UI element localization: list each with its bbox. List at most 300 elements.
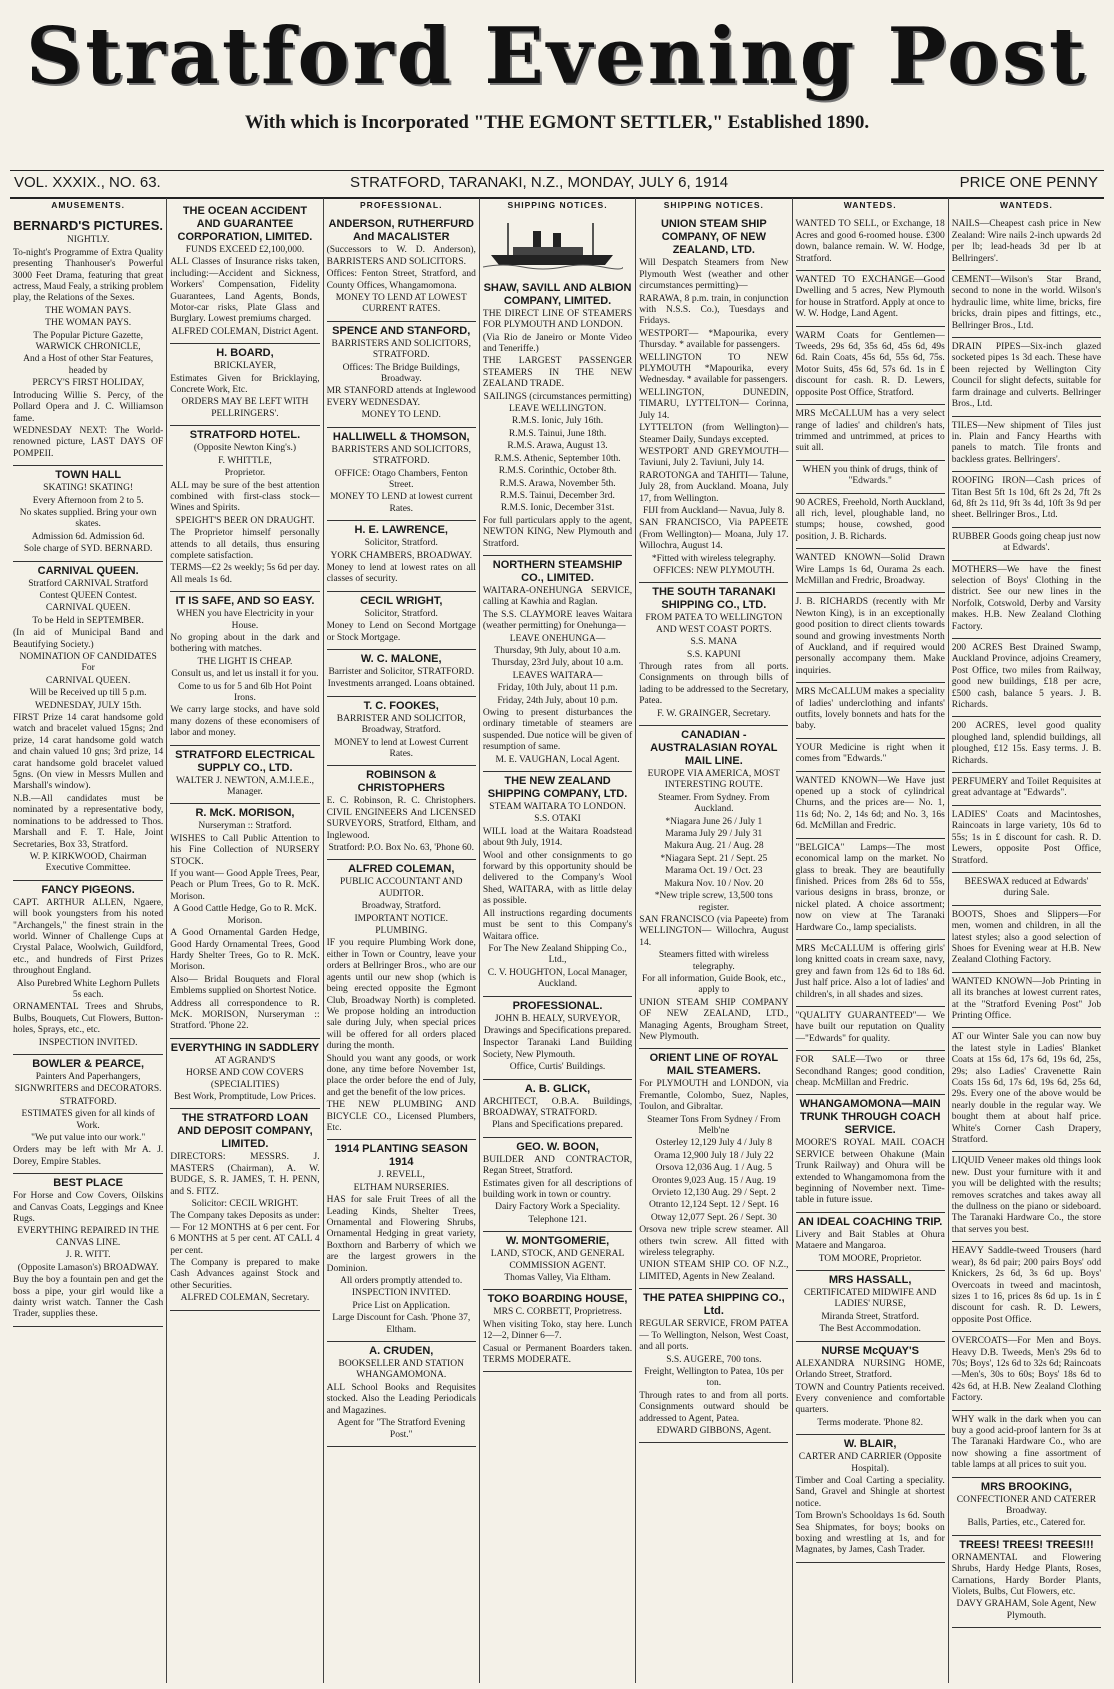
ad-text: "We put value into our work." xyxy=(31,1133,146,1144)
ad-text: Makura Nov. 10 / Nov. 20 xyxy=(664,878,764,889)
ad-text: 90 ACRES, Freehold, North Auckland, all rich, level, ploughable land, no stumps; house, cowshed, good position, J. B. Richards. xyxy=(795,497,945,542)
ad-text: INSPECTION INVITED. xyxy=(351,1288,451,1299)
ad-text: CEMENT—Wilson's Star Brand, second to none in the world. Wilson's hydraulic lime, white lime, bricks, fire bricks, drain pipes and fittings, etc., Bellringer Bros., Ltd. xyxy=(951,275,1102,331)
ad-text: THE LIGHT IS CHEAP. xyxy=(197,656,293,667)
ad-text: PUBLIC ACCOUNTANT AND AUDITOR. xyxy=(339,877,463,899)
ad-text: (Opposite Lamason's) BROADWAY. xyxy=(17,1262,159,1273)
ad-text: The Popular Picture Gazette, WARWICK CHRONICLE, xyxy=(33,330,144,353)
ad-text: If you want— Good Apple Trees, Pear, Peach or Plum Trees, Go to R. McK. Morison. xyxy=(170,869,320,902)
column-heading: AMUSEMENTS. xyxy=(51,200,126,210)
ad-text: LIQUID Veneer makes old things look new. Dust your furniture with it and you will be delighted with the results; removes scratches and takes away all the dullness on the piano or sideboard. The Taranaki Hardware Co., the store that serves you best. xyxy=(951,1156,1102,1235)
advertisement xyxy=(952,973,1101,1029)
advertisement xyxy=(327,650,476,697)
advertisement xyxy=(13,1055,163,1174)
ad-text: Consult us, and let us install it for you. xyxy=(171,669,319,680)
advertisement xyxy=(639,1049,788,1289)
ad-text: HEAVY Saddle-tweed Trousers (hard wear), 8s 6d pair; 200 pairs Boys' odd Knickers, 2s 6d, 3s 6d up. Boys' Overcoats in tweed and macintosh, sizes 1 to 16, prices 8s 6d up. 1s in £ discount for cash. R. D. Lewers, opposite Post Office. xyxy=(951,1246,1102,1325)
ad-text: LAND, STOCK, AND GENERAL COMMISSION AGENT. xyxy=(490,1249,625,1271)
ad-text: J. REVELL, xyxy=(377,1170,425,1181)
ad-heading: STRATFORD ELECTRICAL SUPPLY CO., LTD. xyxy=(175,748,315,774)
ad-text: Tom Brown's Schooldays 1s 6d. South Sea Shipmates, for boys; books on boxing and wrestling at 1s, and for Magnates, by James, Cash Trader. xyxy=(795,1511,945,1556)
ad-heading: THE SOUTH TARANAKI SHIPPING CO., LTD. xyxy=(652,586,776,612)
ad-text: NIGHTLY. xyxy=(66,235,110,246)
ad-text: WILL load at the Waitara Roadstead about 9th July, 1914. xyxy=(482,826,633,849)
ad-text: S.S. MANA xyxy=(690,637,738,648)
ad-text: HAS for sale Fruit Trees of all the Leading Kinds, Shelter Trees, Ornamental and Flowering Shrubs, Ornamental Hedging in great variety, Boxthorn and Barberry of which we are the largest growers in the Dominion. xyxy=(326,1195,476,1274)
ad-text: We carry large stocks, and have sold many dozens of these economisers of labor and money. xyxy=(170,705,320,739)
advertisement xyxy=(796,1271,945,1342)
ad-text: MOTHERS—We have the finest selection of Boys' Clothing in the district. See our new lines in the Norfolk, Cotswold, Derby and Varsity makes. H.B. New Zealand Clothing Factory. xyxy=(951,564,1102,632)
ad-text: ELTHAM NURSERIES. xyxy=(353,1182,449,1193)
advertisement xyxy=(13,1174,163,1326)
ad-text: IMPORTANT NOTICE. xyxy=(354,913,448,924)
ad-text: Orvieto 12,130 Aug. 29 / Sept. 2 xyxy=(651,1188,776,1199)
ad-text: IF you require Plumbing Work done, either in Town or Country, leave your orders at Bellringer Bros., who are our agents until our new shop (which is being erected opposite the Egmont Club, Broadway North) is completed. We propose holding an introduction sale during July, when special prices will be offered for all orders placed during the month. xyxy=(326,938,476,1052)
ad-text: Terms moderate. 'Phone 82. xyxy=(817,1417,924,1428)
ad-heading: TOWN HALL xyxy=(55,469,122,482)
ad-text: And a Host of other Star Features, headed by xyxy=(23,354,154,376)
advertisement xyxy=(796,1342,945,1435)
ad-text: Through rates from all ports. Consignments on through bills of lading to be addressed to the Secretary, Patea. xyxy=(639,662,789,707)
ad-heading: TREES! TREES! TREES!!! xyxy=(959,1538,1094,1551)
advertisement xyxy=(327,1342,476,1447)
advertisement xyxy=(952,639,1101,717)
ad-heading: STRATFORD HOTEL. xyxy=(189,429,301,442)
ad-heading: A. B. GLICK, xyxy=(524,1082,591,1095)
ad-text: R.M.S. Arawa, August 13. xyxy=(507,441,608,452)
ad-heading: MRS HASSALL, xyxy=(828,1274,912,1287)
ad-text: ORNAMENTAL Trees and Shrubs, Bulbs, Bouquets, Cut Flowers, Button-holes, Sprays, etc., etc. xyxy=(13,1002,164,1036)
ad-text: LADIES' Coats and Macintoshes, Raincoats in large variety, 10s 6d to 55s; 1s in £ discount for cash. R. D. Lewers, opposite Post Office, Stratford. xyxy=(951,809,1102,866)
ad-heading: NORTHERN STEAMSHIP CO., LIMITED. xyxy=(492,558,623,584)
ad-text: CONFECTIONER AND CATERER Broadway. xyxy=(956,1494,1097,1516)
ad-text: Miranda Street, Stratford. xyxy=(821,1311,919,1322)
ad-heading: ALFRED COLEMAN, xyxy=(348,863,455,876)
advertisement xyxy=(483,997,632,1080)
ad-text: WHEN you think of drugs, think of "Edwards." xyxy=(802,464,938,487)
ad-text: SAN FRANCISCO, Via PAPEETE (From Wellington)— Moana, July 17. Willochra, August 14. xyxy=(639,518,789,552)
ad-text: All orders promptly attended to. xyxy=(340,1276,463,1287)
ad-text: ORDERS MAY BE LEFT WITH PELLRINGERS'. xyxy=(181,397,309,419)
advertisement xyxy=(952,1536,1101,1628)
advertisement xyxy=(13,881,163,1055)
ad-heading: ANDERSON, RUTHERFURD And MACALISTER xyxy=(328,218,474,244)
ad-text: Introducing Willie S. Percy, of the Pollard Opera and J. C. Williamson fame. xyxy=(13,390,164,424)
ad-heading: ROBINSON & CHRISTOPHERS xyxy=(357,769,445,795)
column-heading: SHIPPING NOTICES. xyxy=(663,200,764,210)
ad-text: Makura Aug. 21 / Aug. 28 xyxy=(664,841,764,852)
ad-heading: BEST PLACE xyxy=(53,1177,123,1190)
ad-text: Money to lend at lowest rates on all classes of security. xyxy=(326,562,476,585)
ad-text: ALL Classes of Insurance risks taken, including:—Accident and Sickness, Workers' Compensation, Fidelity Guarantees, Land Agents, Bonds, Motor-car risks, Plate Glass and Burglary. Lowest premiums charged. xyxy=(170,257,320,325)
ad-text: MONEY to lend at Lowest Current Rates. xyxy=(334,737,469,759)
ad-text: Agent for "The Stratford Evening Post." xyxy=(337,1418,466,1440)
ad-text: Also— Bridal Bouquets and Floral Emblems supplied on Shortest Notice. xyxy=(170,974,320,997)
ad-heading: HALLIWELL & THOMSON, xyxy=(332,430,470,443)
advertisement xyxy=(639,583,788,726)
ad-text: Owing to present disturbances the ordinary timetable of steamers are suspended. Due notice will be given of resumption of same. xyxy=(482,708,633,753)
column-6 xyxy=(792,198,948,1683)
advertisement xyxy=(170,804,319,1038)
ad-text: THE WOMAN PAYS. xyxy=(45,318,132,329)
masthead-subtitle: With which is Incorporated "THE EGMONT SETTLER," Established 1890. xyxy=(244,112,870,133)
ad-text: Osterley 12,129 July 4 / July 8 xyxy=(655,1138,773,1149)
advertisement xyxy=(327,428,476,521)
ad-text: MR STANFORD attends at Inglewood EVERY WEDNESDAY. xyxy=(326,386,476,408)
ad-text: E. C. Robinson, R. C. Christophers. CIVIL ENGINEERS And LICENSED SURVEYORS, Stratford, Eltham, and Inglewood. xyxy=(326,796,476,841)
ad-heading: A. CRUDEN, xyxy=(369,1345,434,1358)
advertisement xyxy=(327,592,476,650)
ad-heading: BERNARD'S PICTURES. xyxy=(13,218,163,234)
column-4 xyxy=(479,198,635,1683)
ad-text: REGULAR SERVICE, FROM PATEA— To Wellington, Nelson, West Coast, and all ports. xyxy=(639,1319,789,1353)
ad-text: W. P. KIRKWOOD, Chairman Executive Committee. xyxy=(29,851,147,874)
dateline xyxy=(10,170,1104,199)
ad-heading: MRS BROOKING, xyxy=(980,1480,1072,1493)
ad-text: Thursday, 9th July, about 10 a.m. xyxy=(494,645,621,656)
ad-heading: H. BOARD, xyxy=(216,347,274,360)
column-heading: WANTEDS. xyxy=(1000,200,1053,210)
ad-text: Orders may be left with Mr A. J. Dorey, Empire Stables. xyxy=(13,1145,164,1167)
column-5 xyxy=(635,198,791,1683)
ad-heading: THE PATEA SHIPPING CO., Ltd. xyxy=(643,1292,785,1318)
ad-text: CERTIFICATED MIDWIFE AND LADIES' NURSE, xyxy=(803,1288,937,1310)
steamship-illustration xyxy=(483,217,623,272)
ad-text: PLUMBING. xyxy=(375,926,428,937)
ad-text: LEAVE WELLINGTON. xyxy=(508,404,607,415)
masthead-title: Stratford Evening Post xyxy=(25,11,1089,102)
ad-text: BOOKSELLER AND STATION WHANGAMOMONA. xyxy=(338,1359,464,1381)
ad-heading: GEO. W. BOON, xyxy=(516,1140,599,1153)
advertisement xyxy=(327,1140,476,1342)
ad-text: Come to us for 5 and 6lb Hot Point Irons. xyxy=(178,681,312,703)
ad-text: When visiting Toko, stay here. Lunch 12—2, Dinner 6—7. xyxy=(482,1319,633,1342)
ad-text: Large Discount for Cash. 'Phone 37, Eltham. xyxy=(332,1313,471,1335)
ad-heading: W. BLAIR, xyxy=(843,1438,897,1451)
ad-text: C. V. HOUGHTON, Local Manager, Auckland. xyxy=(487,967,628,990)
ad-text: M. E. VAUGHAN, Local Agent. xyxy=(495,754,620,765)
ad-text: Should you want any goods, or work done, any time before November 1st, place the order before the end of July, and get the benefit of the low prices. xyxy=(326,1053,476,1098)
ad-text: ALL may be sure of the best attention combined with first-class stock—Wines and Spirits. xyxy=(170,480,320,514)
ad-text: BRICKLAYER, xyxy=(213,361,277,372)
price: PRICE ONE PENNY xyxy=(959,174,1098,191)
ad-text: TOWN and Country Patients received. Every convenience and comfortable quarters. xyxy=(795,1382,945,1416)
ad-text: WELLINGTON TO NEW PLYMOUTH *Mapourika, every Wednesday. * available for passengers. xyxy=(639,352,789,386)
ad-heading: 1914 PLANTING SEASON 1914 xyxy=(334,1143,468,1169)
ad-text: Offices: The Bridge Buildings, Broadway. xyxy=(342,362,460,385)
advertisement xyxy=(796,461,945,494)
ad-text: LEAVE ONEHUNGA— xyxy=(509,633,606,644)
ad-text: MOORE'S ROYAL MAIL COACH SERVICE between Ohakune (Main Trunk Railway) and Ohura will be extended to Whangamomona from the beginning of November next. Time-table in future issue. xyxy=(795,1138,945,1206)
ad-heading: CARNIVAL QUEEN. xyxy=(37,564,139,577)
ad-text: Money to Lend on Second Mortgage or Stock Mortgage. xyxy=(326,621,476,643)
ad-text: WESTPORT— *Mapourika, every Thursday. * available for passengers. xyxy=(639,328,789,351)
ad-text: Casual or Permanent Boarders taken. TERMS MODERATE. xyxy=(482,1343,633,1366)
ad-heading: FANCY PIGEONS. xyxy=(41,883,135,896)
ad-text: Freight, Wellington to Patea, 10s per ton. xyxy=(644,1366,784,1389)
ad-text: SAN FRANCISCO (via Papeete) from WELLINGTON— Willochra, August 14. xyxy=(639,914,789,948)
ad-text: WARM Coats for Gentlemen— Tweeds, 29s 6d, 35s 6d, 45s 6d, 49s 6d. Rain Coats, 45s 6d, 55s 6d, 75s. Motor Suits, 45s 6d, 57s 6d. 1s in £ discount for cash. R. D. Lewers, opposite Post Office, Stratford. xyxy=(795,330,945,398)
ad-text: Thursday, 23rd July, about 10 a.m. xyxy=(491,658,624,669)
ad-text: Solicitor, Stratford. xyxy=(364,608,438,619)
column-3 xyxy=(323,198,479,1683)
advertisement xyxy=(796,772,945,839)
advertisement xyxy=(170,592,319,745)
ad-text: PERCY'S FIRST HOLIDAY, xyxy=(32,378,144,389)
ad-text: WEDNESDAY, JULY 15th. xyxy=(34,700,142,711)
ad-text: FROM PATEA TO WELLINGTON AND WEST COAST PORTS. xyxy=(645,613,783,635)
ad-text: No groping about in the dark and bothering with matches. xyxy=(170,632,320,655)
ad-text: WEDNESDAY NEXT: The World-renowned picture, LAST DAYS OF POMPEII. xyxy=(13,425,164,459)
advertisement xyxy=(952,215,1101,271)
ad-text: R.M.S. Arawa, November 5th. xyxy=(499,478,616,489)
ad-text: R.M.S. Athenic, September 10th. xyxy=(494,453,621,464)
ad-text: OFFICES: NEW PLYMOUTH. xyxy=(653,565,775,576)
ad-text: WANTED KNOWN—Job Printing in all its branches at lowest current rates, at the "Stratford Evening Post" Job Printing Office. xyxy=(951,976,1102,1021)
ad-text: TILES—New shipment of Tiles just in. Plain and Fancy Hearths with panels to match. Tile fronts and backless grates. Bellringers'. xyxy=(951,420,1102,465)
ad-text: Inspector Taranaki Land Building Society, New Plymouth. xyxy=(482,1038,633,1060)
ad-text: FUNDS EXCEED £2,100,000. xyxy=(185,245,305,255)
ad-text: "BELGICA" Lamps—The most economical lamp on the market. No glass to break. They are beautifully finished. Prices from 28s 6d to 55s, various designs in brass, bronze, or nickel plated. A choice assortment; now on view at The Taranaki Hardware Co., lamp specialists. xyxy=(795,842,945,933)
advertisement xyxy=(796,549,945,593)
ad-text: Contest QUEEN Contest. xyxy=(39,590,137,601)
advertisement xyxy=(952,1152,1101,1242)
advertisement xyxy=(483,1138,632,1232)
ad-heading: W. MONTGOMERIE, xyxy=(505,1235,610,1248)
ad-heading: WHANGAMOMONA—MAIN TRUNK THROUGH COACH SERVICE. xyxy=(799,1098,941,1137)
ad-text: PERFUMERY and Toilet Requisites at great advantage at "Edwards". xyxy=(951,777,1102,799)
ad-text: To-night's Programme of Extra Quality presenting Thanhouser's Powerful 3000 Feet Drama, featuring that great actress, Maud Fealy, a striking problem play, the Relations of the Sexes. xyxy=(13,247,164,304)
ad-text: *Niagara Sept. 21 / Sept. 25 xyxy=(660,853,768,864)
ad-text: EUROPE VIA AMERICA, MOST INTERESTING ROUTE. xyxy=(647,769,780,791)
ad-heading: TOKO BOARDING HOUSE, xyxy=(487,1293,628,1306)
ad-text: Address all correspondence to R. McK. MORISON, Nurseryman :: Stratford. 'Phone 22. xyxy=(170,998,320,1032)
ad-text: Wool and other consignments to go forward by this opportunity should be delivered to the Company's Wool Shed, WAITARA, with as little delay as possible. xyxy=(482,850,633,907)
ad-text: SPEIGHT'S BEER ON DRAUGHT. xyxy=(175,515,315,526)
advertisement xyxy=(13,562,163,881)
column-heading: WANTEDS. xyxy=(843,200,897,210)
ad-text: MRS McCALLUM is offering girls' long knitted coats in cream saxe, navy, grey and fawn from 12s 6d to 18s 6d. Just half price. Also a lot of ladies' and children's, in all shades and sizes. xyxy=(795,943,945,1000)
ad-text: Estimates Given for Bricklaying, Concrete Work, Etc. xyxy=(170,373,320,396)
ad-text: Admission 6d. Admission 6d. xyxy=(31,531,145,542)
ad-text: MONEY TO LEND. xyxy=(361,410,441,421)
place-date: STRATFORD, TARANAKI, N.Z., MONDAY, JULY 6, 1914 xyxy=(350,174,729,191)
ad-text: Solicitor: CECIL WRIGHT. xyxy=(191,1199,299,1209)
ad-text: WALTER J. NEWTON, A.M.I.E.E., Manager. xyxy=(175,775,314,798)
ad-heading: THE NEW ZEALAND SHIPPING COMPANY, LTD. xyxy=(487,775,628,801)
ad-text: EVERYTHING REPAIRED IN THE CANVAS LINE. xyxy=(17,1226,159,1248)
ad-heading: BOWLER & PEARCE, xyxy=(32,1058,145,1070)
advertisement xyxy=(796,271,945,327)
ad-text: MRS McCALLUM makes a speciality of ladies' underclothing and infants' outfits, lovely bonnets and hats for the baby. xyxy=(795,687,945,732)
ad-text: (Opposite Newton King's.) xyxy=(193,443,297,454)
column-heading: PROFESSIONAL. xyxy=(360,200,443,210)
ad-text: BOOTS, Shoes and Slippers—For men, women and children, in all the latest styles; also a good selection of Shoes for Evening wear at H.B. New Zealand Clothing Factory. xyxy=(951,909,1102,966)
advertisement xyxy=(952,806,1101,873)
column-1 xyxy=(10,198,166,1683)
ad-text: NAILS—Cheapest cash price in New Zealand: Wire nails 2-inch upwards 2d per lb; lead-heads 3d per lb at Bellringers'. xyxy=(951,219,1102,264)
ad-text: RAROTONGA and TAHITI— Talune, July 28, from Auckland. Moana, July 17, from Wellington. xyxy=(639,470,789,504)
advertisement xyxy=(327,697,476,767)
ad-heading: THE STRATFORD LOAN AND DEPOSIT COMPANY, LIMITED. xyxy=(177,1112,313,1151)
ad-text: SKATING! SKATING! xyxy=(43,483,134,494)
ad-text: Solicitor, Stratford. xyxy=(364,538,438,549)
ad-text: SAILINGS (circumstances permitting) xyxy=(483,391,632,402)
masthead xyxy=(0,0,1114,145)
ad-text: *Fitted with wireless telegraphy. xyxy=(651,553,776,564)
ad-text: Barrister and Solicitor, STRATFORD. xyxy=(328,666,475,677)
advertisement xyxy=(796,839,945,940)
advertisement xyxy=(796,215,945,271)
ad-text: ALFRED COLEMAN, District Agent. xyxy=(171,326,319,337)
ad-text: BARRISTER AND SOLICITOR, Broadway, Stratford. xyxy=(336,713,466,736)
ad-text: Price List on Application. xyxy=(352,1300,451,1311)
ad-text: WANTED KNOWN—Solid Drawn Wire Lamps 1s 6d, Ourama 2s each. McMillan and Fredric, Broadway. xyxy=(795,553,945,586)
advertisement xyxy=(952,561,1101,639)
ad-text: For all information, Guide Book, etc., apply to xyxy=(641,973,786,996)
ad-text: *New triple screw, 13,500 tons register. xyxy=(654,891,773,913)
ad-text: Telephone 121. xyxy=(528,1214,587,1225)
advertisement xyxy=(952,873,1101,906)
column-7 xyxy=(948,198,1104,1683)
ad-text: No skates supplied. Bring your own skates. xyxy=(19,507,157,530)
ad-text: Dairy Factory Work a Speciality. xyxy=(495,1202,620,1213)
ad-text: STRATFORD. xyxy=(59,1096,117,1107)
ad-text: Steamer. From Sydney. From Auckland. xyxy=(658,792,770,815)
ad-text: THE LARGEST PASSENGER STEAMERS IN THE NEW ZEALAND TRADE. xyxy=(482,356,633,390)
ad-text: Marama July 29 / July 31 xyxy=(665,829,763,840)
ad-text: TERMS—£2 2s weekly; 5s 6d per day. All meals 1s 6d. xyxy=(170,563,320,585)
ad-text: THE NEW PLUMBING AND BICYCLE CO., Licensed Plumbers, Etc. xyxy=(326,1100,476,1133)
ad-text: NOMINATION OF CANDIDATES For xyxy=(19,652,157,674)
ad-text: A Good Ornamental Garden Hedge, Good Hardy Ornamental Trees, Good Hardy Shelter Trees, Go to R. McK. Morison. xyxy=(170,928,320,973)
ad-text: OFFICE: Otago Chambers, Fenton Street. xyxy=(334,468,468,490)
advertisement xyxy=(483,1290,632,1372)
ad-text: DIRECTORS: MESSRS. J. MASTERS (Chairman), A. W. BUDGE, S. R. JAMES, T. H. PENN, and S. FITZ. xyxy=(170,1152,320,1197)
ad-text: YORK CHAMBERS, BROADWAY. xyxy=(330,550,472,561)
ad-text: FIRST Prize 14 carat handsome gold watch and bracelet valued 15gns; 2nd prize, 14 carat handsome gold watch and chain valued 10 gns; 3rd prize, 14 carat handsome gold bracelet valued 5gns. (On view in Messrs Mullen and Marshall's window). xyxy=(13,713,164,792)
advertisement xyxy=(952,1478,1101,1536)
ad-text: Proprietor. xyxy=(224,468,266,479)
ad-text: ROOFING IRON—Cash prices of Titan Best 5ft 1s 10d, 6ft 2s 2d, 7ft 2s 6d, 8ft 2s 11d, 9ft 3s 4d, 10ft 3s 9d per sheet. Bellringer Bros., Ltd. xyxy=(951,476,1102,521)
ad-text: WANTED TO EXCHANGE—Good Dwelling and 5 acres, New Plymouth for house in Stratford. Apply at once to W. W. Hodge, Land Agent. xyxy=(795,275,945,320)
column-2 xyxy=(166,198,322,1683)
ad-text: WHY walk in the dark when you can buy a good acid-proof lantern for 3s at The Taranaki Hardware Co., who are now showing a fine assortment of table lamps at all prices to suit you. xyxy=(951,1414,1102,1471)
ad-text: Steamers fitted with wireless telegraphy. xyxy=(658,950,769,972)
ad-text: BEESWAX reduced at Edwards' during Sale. xyxy=(964,876,1089,899)
ad-text: (Via Rio de Janeiro or Monte Video and Teneriffe.) xyxy=(482,332,633,355)
ad-heading: CECIL WRIGHT, xyxy=(360,594,443,607)
columns-container xyxy=(10,198,1104,1683)
ad-text: UNION STEAM SHIP CO. OF N.Z., LIMITED, Agents in New Zealand. xyxy=(639,1260,789,1282)
ad-text: Friday, 24th July, about 10 p.m. xyxy=(497,695,618,706)
advertisement xyxy=(952,906,1101,973)
ad-text: INSPECTION INVITED. xyxy=(38,1037,138,1048)
ad-text: WESTPORT AND GREYMOUTH— Taviuni, July 2. Taviuni, July 14. xyxy=(639,446,789,469)
ad-text: Nurseryman :: Stratford. xyxy=(198,821,292,832)
ad-text: 200 ACRES, level good quality ploughed land, splendid buildings, all ploughed, £12 15s. Easy terms. J. B. Richards. xyxy=(951,721,1102,766)
ad-text: S.S. AUGERE, 700 tons. xyxy=(666,1354,762,1365)
ad-heading: CANADIAN - AUSTRALASIAN ROYAL MAIL LINE. xyxy=(650,729,778,768)
advertisement xyxy=(327,215,476,321)
ad-text: To be Held in SEPTEMBER. xyxy=(32,615,144,626)
advertisement xyxy=(796,683,945,739)
ad-text: WELLINGTON, DUNEDIN, TIMARU, LYTTELTON— Corinna, July 14. xyxy=(639,387,789,421)
ad-text: CARTER AND CARRIER (Opposite Hospital). xyxy=(798,1452,942,1474)
ad-text: CARNIVAL QUEEN. xyxy=(45,675,131,686)
ad-heading: EVERYTHING IN SADDLERY xyxy=(170,1041,320,1054)
advertisement xyxy=(327,860,476,1140)
advertisement xyxy=(170,344,319,426)
ad-text: *Niagara June 26 / July 1 xyxy=(665,816,763,827)
ad-text: R.M.S. Ionic, July 16th. xyxy=(511,416,604,427)
ad-text: Stratford: P.O. Box No. 63, 'Phone 60. xyxy=(328,843,475,854)
advertisement xyxy=(952,1242,1101,1332)
ad-text: The Company is prepared to make Cash Advances against Stock and other Securities. xyxy=(170,1258,320,1291)
ad-text: R.M.S. Corinthic, October 8th. xyxy=(498,466,617,477)
advertisement xyxy=(327,766,476,860)
ad-text: J. R. WITT. xyxy=(65,1250,111,1261)
advertisement xyxy=(327,322,476,428)
ad-text: RUBBER Goods going cheap just now at Edwards'. xyxy=(952,531,1101,554)
advertisement xyxy=(13,215,163,466)
ad-text: Marama Oct. 19 / Oct. 23 xyxy=(665,866,763,877)
advertisement xyxy=(483,1080,632,1138)
advertisement xyxy=(170,1039,319,1110)
advertisement xyxy=(952,717,1101,773)
ad-text: J. B. RICHARDS (recently with Mr Newton King), is in an exceptionally good position to direct clients towards sound and growing investments North of Auckland, and if required would personally accompany them. Make inquiries. xyxy=(795,597,945,676)
ad-text: EDWARD GIBBONS, Agent. xyxy=(656,1425,772,1436)
ad-text: (In aid of Municipal Band and Beautifying Society.) xyxy=(13,628,164,650)
ad-heading: W. C. MALONE, xyxy=(360,652,442,665)
advertisement xyxy=(639,215,788,583)
advertisement xyxy=(639,1289,788,1443)
ad-text: Timber and Coal Carting a speciality. Sand, Gravel and Shingle at shortest notice. xyxy=(795,1475,945,1509)
advertisement xyxy=(952,338,1101,416)
ad-heading: UNION STEAM SHIP COMPANY, OF NEW ZEALAND, LTD. xyxy=(660,218,767,257)
ad-text: DRAIN PIPES—Six-inch glazed socketed pipes 1s 3d each. These have been rejected by Wellington City Council for slight defects, suitable for farm drainage and culverts. Bellringer Bros., Ltd. xyxy=(951,342,1102,410)
ad-text: RARAWA, 8 p.m. train, in conjunction with N.S.S. Co.), Tuesdays and Fridays. xyxy=(639,293,789,327)
ad-text: For Horse and Cow Covers, Oilskins and Canvas Coats, Leggings and Knee Rugs. xyxy=(13,1191,164,1225)
ad-text: BARRISTERS AND SOLICITORS, STRATFORD. xyxy=(331,338,471,361)
ad-text: Plans and Specifications prepared. xyxy=(492,1120,623,1131)
ad-text: F. W. GRAINGER, Secretary. xyxy=(657,708,771,719)
ad-text: Friday, 10th July, about 11 p.m. xyxy=(497,683,618,694)
ad-text: 200 ACRES Best Drained Swamp, Auckland Province, adjoins Creamery, Post Office, two miles from Railway, good new buildings, £18 per acre, £500 cash, balance 5 years. J. B. Richards. xyxy=(951,643,1102,711)
ad-text: Otranto 12,124 Sept. 12 / Sept. 16 xyxy=(649,1200,779,1211)
ad-text: Balls, Parties, etc., Catered for. xyxy=(967,1518,1086,1529)
ad-text: Otway 12,077 Sept. 26 / Sept. 30 xyxy=(650,1212,777,1223)
ad-text: S.S. OTAKI xyxy=(534,814,581,825)
advertisement xyxy=(952,528,1101,561)
ad-heading: THE OCEAN ACCIDENT AND GUARANTEE CORPORATION, LIMITED. xyxy=(177,205,313,243)
ad-text: The Company takes Deposits as under:— For 12 MONTHS at 6 per cent. For 6 MONTHS at 5 per cent. AT CALL 4 per cent. xyxy=(170,1211,320,1256)
ad-text: For The New Zealand Shipping Co., Ltd., xyxy=(488,943,627,966)
advertisement xyxy=(796,405,945,461)
advertisement xyxy=(796,1007,945,1051)
ad-text: BUILDER AND CONTRACTOR, Regan Street, Stratford. xyxy=(482,1154,633,1177)
advertisement xyxy=(952,417,1101,473)
ad-text: Orsova 12,036 Aug. 1 / Aug. 5 xyxy=(655,1163,773,1174)
advertisement xyxy=(796,593,945,683)
advertisement xyxy=(796,1435,945,1563)
advertisement xyxy=(796,1213,945,1271)
ad-text: For full particulars apply to the agent, NEWTON KING, New Plymouth and Stratford. xyxy=(482,515,633,549)
ad-text: "QUALITY GUARANTEED"— We have built our reputation on Quality—"Edwards" for quality. xyxy=(795,1010,945,1044)
ad-text: MRS C. CORBETT, Proprietress. xyxy=(493,1307,622,1318)
ad-text: ESTIMATES given for all kinds of Work. xyxy=(21,1109,155,1131)
ad-text: ALFRED COLEMAN, Secretary. xyxy=(180,1293,310,1304)
